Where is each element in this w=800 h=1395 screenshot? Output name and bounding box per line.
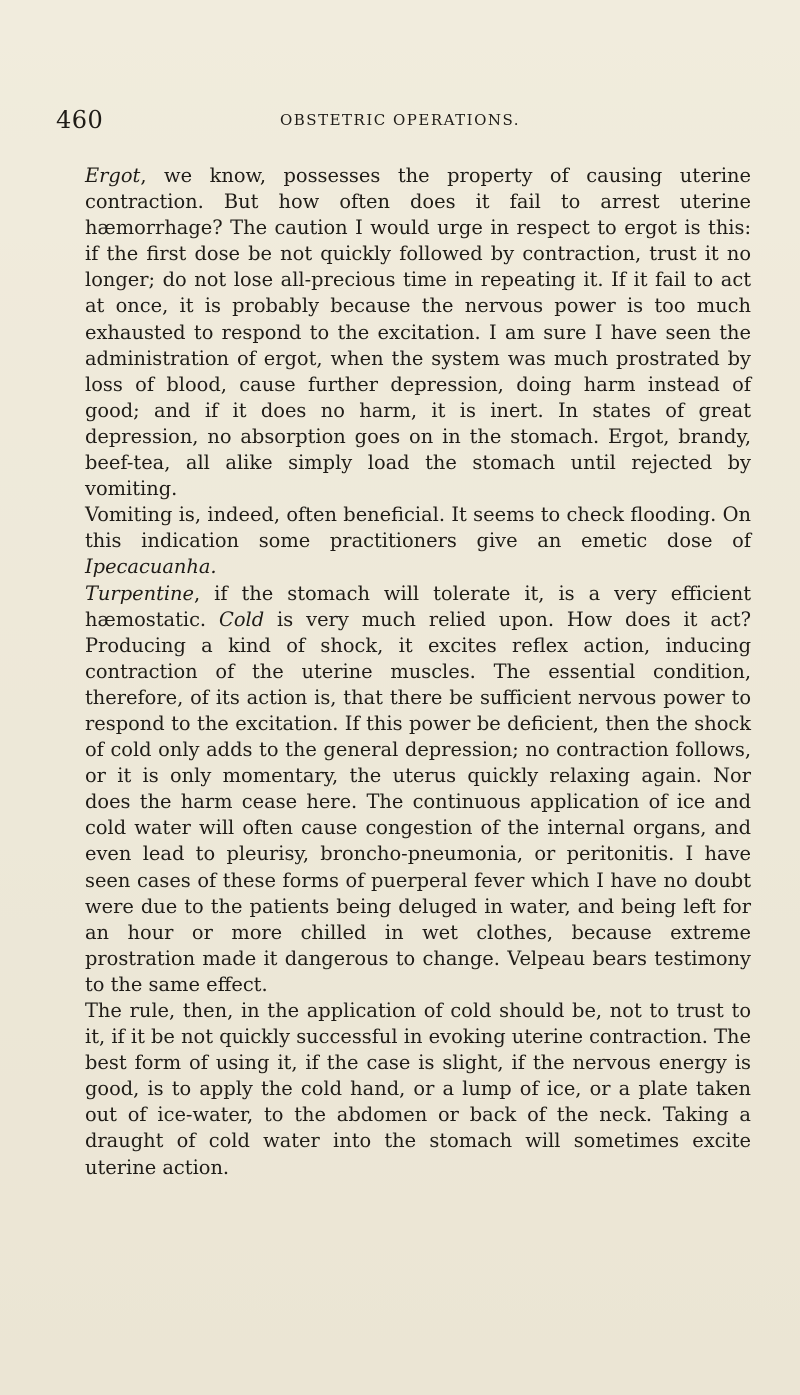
paragraph-turpentine-cold bbox=[85, 581, 751, 999]
paragraph-text-continued: is very much relied upon. How does it act? Producing a kind of shock, it excites reflex action, inducing contraction of the uterine muscles. The essential condition, therefore, of its action is, that there be sufficient nervous power to respond to the excitation. If this power be deficient, then the shock of cold only adds to the general depression; no contraction follows, or it is only momentary, the uterus quickly relaxing again. Nor does the harm cease here. The continuous application of ice and cold water will often cause congestion of the internal organs, and even lead to pleurisy, broncho-pneumonia, or peritonitis. I have seen cases of these forms of puerperal fever which I have no doubt were due to the patients being deluged in water, and being left for an hour or more chilled in wet clothes, because extreme prostration made it dangerous to change. Velpeau bears testimony to the same effect. bbox=[85, 607, 751, 996]
italic-term-cold: Cold bbox=[219, 607, 265, 631]
italic-term-ergot: Ergot bbox=[85, 164, 141, 187]
paragraph-rule bbox=[85, 998, 751, 1181]
page-header bbox=[0, 100, 800, 140]
paragraph-text: , we know, possesses the property of causing uterine contraction. But how often does it fail to arrest uterine hæmorrhage? The caution I would urge in respect to ergot is this: if the first dose be not quickly followed by contraction, trust it no longer; do not lose all-precious time in repeating it. If it fail to act at once, it is probably because the nervous power is too much exhausted to respond to the excitation. I am sure I have seen the administration of ergot, when the system was much prostrated by loss of blood, cause further depression, doing harm instead of good; and if it does no harm, it is inert. In states of great depression, no absorption goes on in the stomach. Ergot, brandy, beef-tea, all alike simply load the stomach until rejected by vomiting. bbox=[85, 164, 751, 501]
italic-term-turpentine: Turpentine bbox=[85, 581, 195, 605]
paragraph-text: The rule, then, in the application of cold should be, not to trust to it, if it be not quickly successful in evoking uterine contraction. The best form of using it, if the case is slight, if the nervous energy is good, is to apply the cold hand, or a lump of ice, or a plate taken out of ice-water, to the abdomen or back of the neck. Taking a draught of cold water into the stomach will sometimes excite uterine action. bbox=[85, 999, 752, 1179]
paragraph-text: , if the stomach will tolerate it, is a very efficient hæmostatic. bbox=[85, 581, 751, 631]
paragraph-vomiting bbox=[85, 502, 751, 580]
italic-term-ipecacuanha: Ipecacuanha. bbox=[85, 555, 217, 579]
paragraph-ergot bbox=[85, 163, 751, 502]
page-number: 460 bbox=[56, 106, 104, 134]
body-text bbox=[85, 163, 751, 1181]
running-head: OBSTETRIC OPERATIONS. bbox=[279, 111, 521, 129]
paragraph-text: Vomiting is, indeed, often beneficial. It seems to check flooding. On this indication some practitioners give an emetic dose of bbox=[85, 503, 751, 553]
